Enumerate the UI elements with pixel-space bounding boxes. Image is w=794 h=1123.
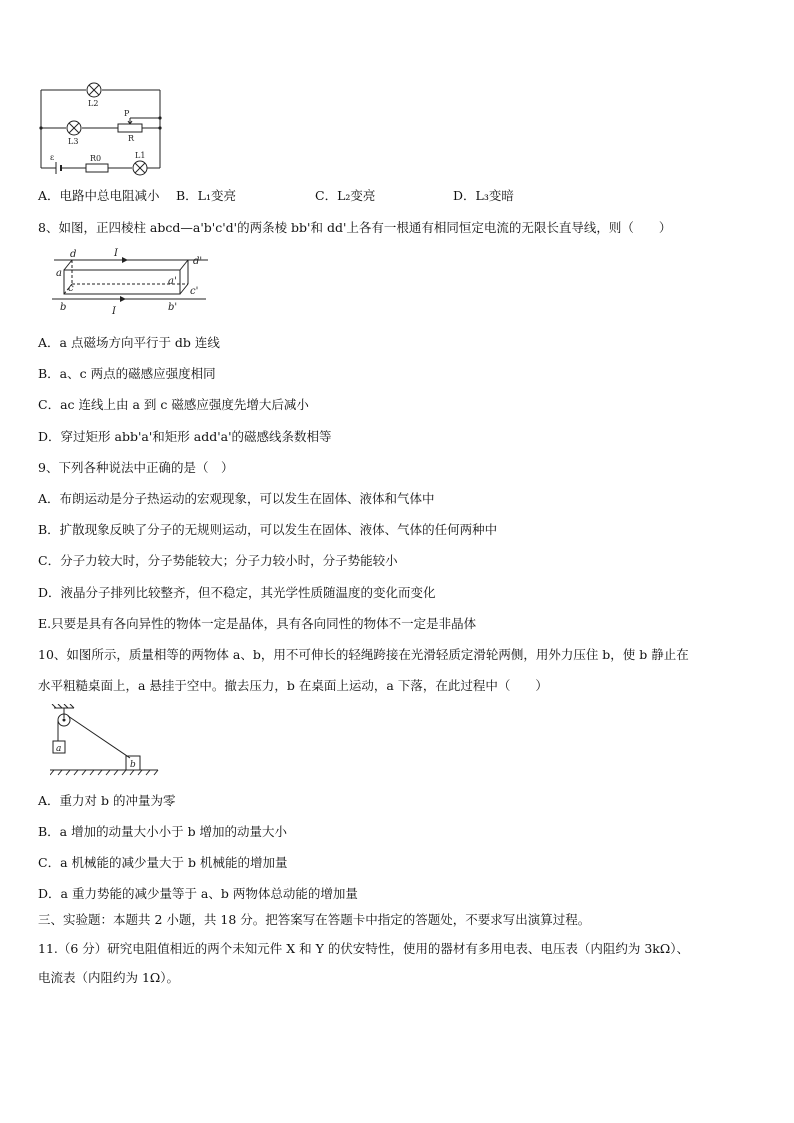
- q9-stem: 9、下列各种说法中正确的是（ ）: [38, 460, 234, 475]
- q8-stem: 8、如图，正四棱柱 abcd—a'b'c'd'的两条棱 bb'和 dd'上各有一根通有相同恒定电流的无限长直导线，则（ ）: [38, 220, 672, 235]
- q8-option-a: A．a 点磁场方向平行于 db 连线: [38, 335, 220, 350]
- q8-option-b: B．a、c 两点的磁感应强度相同: [38, 366, 216, 381]
- q10-option-b: B．a 增加的动量大小小于 b 增加的动量大小: [38, 824, 288, 839]
- label-b: b: [60, 302, 67, 313]
- label-l1: L1: [135, 151, 146, 160]
- label-current-bottom: I: [112, 306, 116, 317]
- label-l3: L3: [68, 137, 79, 146]
- label-block-a: a: [56, 744, 62, 754]
- label-c: c: [68, 283, 74, 294]
- label-c-prime: c': [190, 286, 199, 297]
- q10-stem-line1: 10、如图所示，质量相等的两物体 a、b，用不可伸长的轻绳跨接在光滑轻质定滑轮两侧，用外力压住 b，使 b 静止在: [38, 647, 689, 662]
- q9-option-c: C．分子力较大时，分子势能较大；分子力较小时，分子势能较小: [38, 553, 398, 568]
- label-r: R: [128, 134, 135, 143]
- q10-option-d: D．a 重力势能的减少量等于 a、b 两物体总动能的增加量: [38, 886, 358, 901]
- label-a-prime: a': [168, 276, 177, 287]
- label-l2: L2: [88, 99, 99, 108]
- prism-diagram: [48, 246, 218, 318]
- label-block-b: b: [130, 760, 136, 770]
- q11-line1: 11.（6 分）研究电阻值相近的两个未知元件 X 和 Y 的伏安特性，使用的器材有多用电表、电压表（内阻约为 3kΩ）、: [38, 941, 689, 956]
- q7-option-b: B．L₁变亮: [176, 188, 236, 203]
- label-current-top: I: [114, 248, 118, 259]
- q7-option-c: C．L₂变亮: [315, 188, 376, 203]
- q9-option-a: A．布朗运动是分子热运动的宏观现象，可以发生在固体、液体和气体中: [38, 491, 435, 506]
- q9-option-b: B．扩散现象反映了分子的无规则运动，可以发生在固体、液体、气体的任何两种中: [38, 522, 498, 537]
- label-r0: R0: [90, 154, 102, 163]
- pulley-diagram: [50, 704, 160, 782]
- q8-option-c: C．ac 连线上由 a 到 c 磁感应强度先增大后减小: [38, 397, 309, 412]
- label-emf: ε: [50, 153, 55, 162]
- label-d: d: [70, 249, 77, 260]
- q9-option-e: E.只要是具有各向异性的物体一定是晶体，具有各向同性的物体不一定是非晶体: [38, 616, 477, 631]
- q7-option-a: A．电路中总电阻减小: [38, 188, 160, 203]
- q10-option-a: A．重力对 b 的冲量为零: [38, 793, 176, 808]
- q7-option-d: D．L₃变暗: [453, 188, 514, 203]
- label-a: a: [56, 268, 62, 279]
- q10-stem-line2: 水平粗糙桌面上，a 悬挂于空中。撤去压力，b 在桌面上运动，a 下落，在此过程中（ ）: [38, 678, 548, 693]
- label-d-prime: d': [193, 256, 203, 267]
- label-b-prime: b': [168, 302, 178, 313]
- label-p: P: [124, 109, 130, 118]
- q8-option-d: D．穿过矩形 abb'a'和矩形 add'a'的磁感线条数相等: [38, 429, 332, 444]
- q10-option-c: C．a 机械能的减少量大于 b 机械能的增加量: [38, 855, 288, 870]
- q11-line2: 电流表（内阻约为 1Ω）。: [38, 970, 180, 985]
- q9-option-d: D．液晶分子排列比较整齐，但不稳定，其光学性质随温度的变化而变化: [38, 585, 436, 600]
- circuit-diagram: [36, 78, 166, 178]
- section-3-heading: 三、实验题：本题共 2 小题，共 18 分。把答案写在答题卡中指定的答题处，不要求写出演算过程。: [38, 912, 591, 927]
